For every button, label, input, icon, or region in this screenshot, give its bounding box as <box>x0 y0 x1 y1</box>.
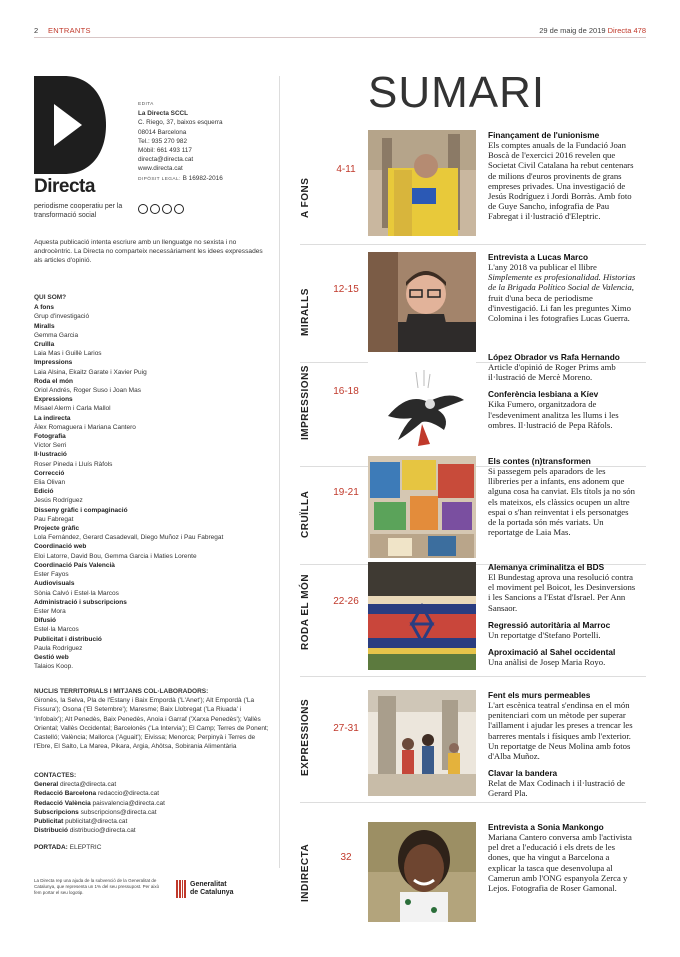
section-label: IMPRESSIONS <box>300 365 311 440</box>
credit-role: Publicitat i distribució <box>34 635 102 643</box>
section-pages: 32 <box>340 852 352 863</box>
credit-role: Edició <box>34 488 54 496</box>
issue-date <box>539 26 646 35</box>
entry-body: El Bundestag aprova una resolució contra el moviment pel Boicot, les Desinversions i les Sancions a l'Estat d'Israel. Per Ann Sansaor. <box>488 572 636 613</box>
contact-value: publicitat@directa.cat <box>65 818 128 826</box>
cover-credit <box>34 844 101 851</box>
credit-names: Laia Alsina, Ekaitz Garate i Xavier Puig <box>34 368 147 376</box>
contact-label: Subscripcions <box>34 808 79 816</box>
nuclis-text: Gironès, la Selva, Pla de l'Estany i Baix Empordà ('L'Anet'); Alt Empordà ('La Fissura'); Osona ('El Setembre'); Maresme; Baix Llobregat ('La Riuada' i 'Infobaix'); Alt Penedès, Baix Penedès, Anoia i Garraf ('Xarxa Penedès'); Vallès Oriental; Vallès Occidental; Barcelonès ('La Intervia'); El Camp; Terres de Ponent; Castelló; València; Mallorca ('Aguait'); Eivissa; Menorca; Perpinyà i Terres de l'Ebre, El Salto, La Marea, Pikara, Argia, Ahötsa, Sobirania Alimentària <box>34 697 269 751</box>
edita-label: EDITA <box>138 102 154 107</box>
entry-body: Una anàlisi de Josep Maria Royo. <box>488 657 606 668</box>
tagline: periodisme cooperatiu per la transformació social <box>34 203 123 219</box>
entry-body: Si passegem pels aparadors de les llibreries per a infants, ens adonem que alguna cosa ha canviat. Els títols ja no són els mateixos, els clàssics ocupen un altre espai o s'han reinventat i els personatges de la portada són més variats. Un reportatge de Laia Mas. <box>488 466 635 538</box>
credit-role: Gestió web <box>34 653 69 661</box>
cover-label: PORTADA: <box>34 844 68 851</box>
generalitat-bars-icon <box>176 880 186 898</box>
section-label: A FONS <box>300 177 311 218</box>
contact-label: Redacció Barcelona <box>34 790 97 798</box>
entry-gap <box>488 640 638 647</box>
email: directa@directa.cat <box>138 156 194 164</box>
contact-value: paisvalencia@directa.cat <box>92 799 165 807</box>
cc-icon <box>138 204 148 214</box>
section-thumbnail <box>368 562 476 670</box>
contact-row <box>34 780 270 789</box>
section-thumbnail <box>368 130 476 238</box>
credit-role: Disseny gràfic i compaginació <box>34 506 128 514</box>
mobile: Mòbil: 661 493 117 <box>138 147 192 155</box>
section-thumbnail <box>368 690 476 796</box>
sumari-section <box>300 822 646 922</box>
date-text: 29 de maig de 2019 <box>539 26 606 35</box>
entry-heading: López Obrador vs Rafa Hernando <box>488 352 620 362</box>
credit-role: Il·lustració <box>34 451 67 459</box>
contact-row <box>34 808 270 817</box>
credits-heading: QUI SOM? <box>34 294 67 301</box>
contact-label: Publicitat <box>34 818 64 826</box>
credit-role: Fotografia <box>34 433 66 441</box>
contact-value: subscripcions@directa.cat <box>80 808 157 816</box>
credit-names: Sònia Calvó i Estel·la Marcos <box>34 589 119 597</box>
section-pages: 16-18 <box>333 386 359 397</box>
contact-row <box>34 817 270 826</box>
credit-names: Eloi Latorre, David Bou, Gemma Garcia i Maties Lorente <box>34 552 197 560</box>
subsidy-note: La Directa rep una ajuda de la subvenció de la Generalitat de Catalunya, que representa un 1% del seu pressupost. Per això fem portar el seu logotip. <box>34 878 160 895</box>
language-notice: Aquesta publicació intenta escriure amb un llenguatge no sexista i no androcèntric. La Directa no comparteix necessàriament les idees expressades als articles d'opinió. <box>34 239 263 264</box>
credit-names: Grup d'investigació <box>34 313 90 321</box>
generalitat-logo <box>176 880 234 898</box>
entry-heading: Els contes (n)transformen <box>488 456 591 466</box>
page-title: SUMARI <box>368 68 546 117</box>
contact-row <box>34 789 270 798</box>
section-separator <box>300 244 646 245</box>
credit-role: Cruïlla <box>34 341 55 349</box>
issue-number: Directa 478 <box>607 26 646 35</box>
contact-value: directa@directa.cat <box>60 781 117 789</box>
section-pages: 12-15 <box>333 284 359 295</box>
credit-names: Estel·la Marcos <box>34 626 79 634</box>
territorial-nodes <box>34 687 270 751</box>
section-thumbnail <box>368 252 476 356</box>
entry-body: Kika Fumero, organitzadora de l'esdeveniment analitza les llums i les ombres. Il·lustració de Pepa Ràfols. <box>488 399 619 430</box>
page-number: 2 <box>34 26 39 35</box>
sumari-section <box>300 456 646 558</box>
column-divider <box>279 76 280 868</box>
logo-wordmark: Directa <box>34 176 95 197</box>
contact-label: General <box>34 781 59 789</box>
entry-heading: Entrevista a Lucas Marco <box>488 252 589 262</box>
credit-role: Administració i subscripcions <box>34 598 127 606</box>
diposit-value: B 16982-2016 <box>182 174 223 182</box>
address-line-2: 08014 Barcelona <box>138 128 187 136</box>
website: www.directa.cat <box>138 165 183 173</box>
section-description <box>488 690 638 799</box>
section-label: MIRALLS <box>300 288 311 336</box>
entry-heading: Finançament de l'unionisme <box>488 130 600 140</box>
section-description <box>488 822 638 893</box>
entry-body: L'art escènica teatral s'endinsa en el món penitenciari com un mètode per superar l'aïllament i ajudar les preses a trencar les barreres mentals i físiques amb l'exterior. Un reportatge de Neus Molina amb fotos d'Alba Muñoz. <box>488 700 633 762</box>
credits-list <box>34 303 270 671</box>
page-header <box>34 24 646 38</box>
section-label: INDIRECTA <box>300 843 311 902</box>
sumari-section <box>300 690 646 799</box>
section-description <box>488 562 638 667</box>
credit-role: Impressions <box>34 359 73 367</box>
credit-role: Audiovisuals <box>34 580 75 588</box>
contacts <box>34 771 270 835</box>
entry-body-part: L'any 2018 va publicar el llibre <box>488 262 597 272</box>
credit-role: A fons <box>34 304 54 312</box>
credits <box>34 293 270 671</box>
section-name: ENTRANTS <box>48 26 91 35</box>
section-description <box>488 352 638 430</box>
section-label: EXPRESSIONS <box>300 698 311 776</box>
credit-names: Oriol Andrés, Roger Suso i Joan Mas <box>34 387 141 395</box>
sumari-section <box>300 352 646 460</box>
entry-body-part: , fruit d'una beca de periodisme d'investigació. Li fan les preguntes Ximo Colomina i les fotografies Lucas Guerra. <box>488 282 634 324</box>
contact-label: Distribució <box>34 827 68 835</box>
credit-role: Miralls <box>34 322 55 330</box>
credit-role: Expressions <box>34 396 73 404</box>
credit-role: Coordinació web <box>34 543 87 551</box>
credit-names: Ester Mora <box>34 607 66 615</box>
section-pages: 19-21 <box>333 487 359 498</box>
credit-names: Paula Rodríguez <box>34 644 83 652</box>
credit-names: Pau Fabregat <box>34 515 74 523</box>
entry-gap <box>488 382 638 389</box>
entry-heading: Regressió autoritària al Marroc <box>488 619 611 630</box>
sa-icon <box>174 204 184 214</box>
section-label: RODA EL MÓN <box>300 573 311 650</box>
sumari-section <box>300 130 646 238</box>
entry-body: Mariana Cantero conversa amb l'activista pel dret a l'educació i els drets de les dones, que ha vingut a Barcelona a explicar la tasca que desenvolupa al Camerun amb l'ONG espanyola Zerca y Lejos. Fotografia de Roser Gamonal. <box>488 832 632 894</box>
section-thumbnail <box>368 456 476 558</box>
entry-heading: Entrevista a Sonia Mankongo <box>488 822 604 832</box>
contact-value: redaccio@directa.cat <box>97 790 160 798</box>
section-thumbnail <box>368 822 476 922</box>
section-pages: 27-31 <box>333 723 359 734</box>
section-description <box>488 252 638 323</box>
entry-heading: Aproximació al Sahel occidental <box>488 647 616 658</box>
publisher-info <box>138 100 268 184</box>
credit-names: Elia Olivan <box>34 479 66 487</box>
publisher-name: La Directa SCCL <box>138 110 189 118</box>
entry-heading: Fent els murs permeables <box>488 690 591 700</box>
section-description <box>488 456 638 537</box>
creative-commons-icons <box>138 204 184 214</box>
credit-names: Misael Alerm i Carla Mallol <box>34 405 111 413</box>
entry-body-italic: Simplemente es profesionalidad. Historias de la Brigada Político Social de Valencia <box>488 272 636 293</box>
credit-names: Ester Fayos <box>34 571 69 579</box>
section-label: CRUÏLLA <box>300 490 311 538</box>
cover-artist: ELEPTRIC <box>69 844 102 851</box>
entry-heading: Clavar la bandera <box>488 768 558 779</box>
contact-list <box>34 780 270 835</box>
credit-names: Laia Mas i Guillè Larios <box>34 350 102 358</box>
address-line-1: C. Riego, 37, baixos esquerra <box>138 119 223 127</box>
section-separator <box>300 802 646 803</box>
by-icon <box>150 204 160 214</box>
credit-role: Projecte gràfic <box>34 525 80 533</box>
section-thumbnail <box>368 352 476 460</box>
nc-icon <box>162 204 172 214</box>
section-pages: 4-11 <box>336 164 356 175</box>
entry-body: Un reportatge d'Stefano Portelli. <box>488 629 601 640</box>
credit-names: Lola Fernández, Gerard Casadevall, Diego Muñoz i Pau Fabregat <box>34 534 224 542</box>
entry-body: Article d'opinió de Roger Prims amb il·lustració de Mercè Moreno. <box>488 362 616 383</box>
credit-role: La indirecta <box>34 414 71 422</box>
sumari-section <box>300 252 646 356</box>
gencat-line-2: de Catalunya <box>190 889 234 896</box>
entry-heading: Alemanya criminalitza el BDS <box>488 562 605 572</box>
section-description <box>488 130 638 222</box>
contact-row <box>34 799 270 808</box>
sumari-section <box>300 562 646 670</box>
entry-heading: Conferència lesbiana a Kíev <box>488 389 599 400</box>
credit-names: Víctor Serri <box>34 442 67 450</box>
credit-names: Jesús Rodríguez <box>34 497 83 505</box>
contact-value: distribucio@directa.cat <box>69 827 136 835</box>
nuclis-heading: NUCLIS TERRITORIALS I MITJANS COL·LABORADORS: <box>34 688 209 695</box>
gencat-line-1: Generalitat <box>190 881 227 888</box>
credit-names: Gemma Garcia <box>34 331 79 339</box>
section-separator <box>300 676 646 677</box>
section-pages: 22-26 <box>333 596 359 607</box>
entry-body <box>488 262 638 323</box>
entry-gap <box>488 761 638 768</box>
contact-label: Redacció València <box>34 799 91 807</box>
credit-role: Correcció <box>34 469 65 477</box>
entry-body: Relat de Max Codinach i il·lustració de Gerard Pla. <box>488 778 626 799</box>
credit-names: Roser Pineda i Lluís Ràfols <box>34 460 113 468</box>
credit-role: Roda el món <box>34 377 74 385</box>
entry-body: Els comptes anuals de la Fundació Joan Boscà de l'exercici 2016 revelen que Societat Civil Catalana ha rebut centenars de milions d'euros provinents de grans empreses privades. Una investigació de Jesús Rodríguez i Jordi Borràs. Amb foto de Guye Sancho, infografia de Pau Fabregat i il·lustració d'Eleptric. <box>488 140 634 222</box>
contacts-heading: CONTACTES: <box>34 772 77 779</box>
credit-names: Àlex Romaguera i Mariana Cantero <box>34 423 136 431</box>
credit-role: Difusió <box>34 617 57 625</box>
phone: Tel.: 935 270 982 <box>138 137 188 145</box>
diposit-label: DIPÒSIT LEGAL: <box>138 176 181 182</box>
credit-names: Talaios Koop. <box>34 663 74 671</box>
contact-row <box>34 826 270 835</box>
entry-gap <box>488 613 638 620</box>
credit-role: Coordinació País Valencià <box>34 561 115 569</box>
